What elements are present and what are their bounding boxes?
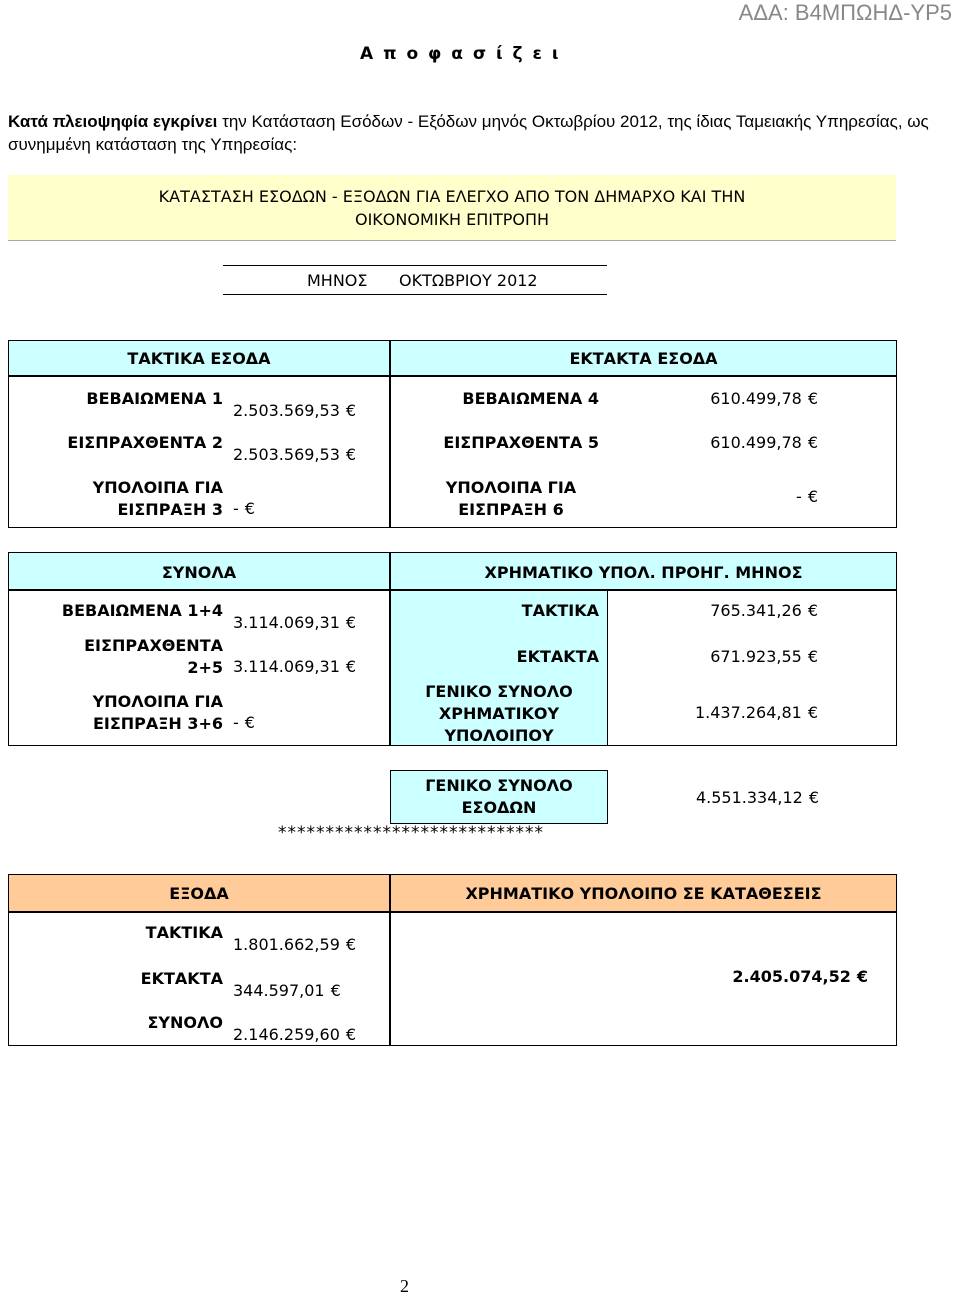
ext-row-2-value: 610.499,78 €	[710, 433, 818, 452]
reg-row-2-value: 2.503.569,53 €	[233, 445, 357, 464]
totals-box	[8, 590, 390, 746]
tot-row-1-value: 3.114.069,31 €	[233, 613, 357, 632]
regular-income-box	[8, 376, 390, 528]
grand-total-label: ΓΕΝΙΚΟ ΣΥΝΟΛΟ ΕΣΟΔΩΝ	[425, 776, 573, 817]
prev-row-3-label: ΓΕΝΙΚΟ ΣΥΝΟΛΟ ΧΡΗΜΑΤΙΚΟΥ ΥΠΟΛΟΙΠΟΥ	[425, 682, 573, 745]
prev-row-1-label: ΤΑΚΤΙΚΑ	[521, 601, 599, 620]
ext-row-1-value: 610.499,78 €	[710, 389, 818, 408]
stars-separator: ****************************	[278, 823, 544, 843]
prev-balance-header	[390, 552, 897, 590]
prev-row-1-value: 765.341,26 €	[710, 601, 818, 620]
prev-row-2-label: ΕΚΤΑΚΤΑ	[516, 647, 599, 666]
extra-income-box	[390, 376, 897, 528]
reg-row-3-label: ΥΠΟΛΟΙΠΑ ΓΙΑ ΕΙΣΠΡΑΞΗ 3	[92, 478, 223, 519]
expenses-box	[8, 912, 390, 1046]
tot-row-1-label: ΒΕΒΑΙΩΜΕΝΑ 1+4	[61, 601, 223, 620]
totals-header-text: ΣΥΝΟΛΑ	[161, 563, 237, 582]
month-value: ΟΚΤΩΒΡΙΟΥ 2012	[399, 271, 538, 290]
ext-row-3-label: ΥΠΟΛΟΙΠΑ ΓΙΑ ΕΙΣΠΡΑΞΗ 6	[445, 478, 577, 519]
deposits-header-text: ΧΡΗΜΑΤΙΚΟ ΥΠΟΛΟΙΠΟ ΣΕ ΚΑΤΑΘΕΣΕΙΣ	[465, 884, 822, 903]
exp-row-1-label: ΤΑΚΤΙΚΑ	[145, 923, 223, 942]
title-line-2: ΟΙΚΟΝΟΜΙΚΗ ΕΠΙΤΡΟΠΗ	[354, 210, 550, 229]
month-row	[223, 265, 607, 295]
ext-row-3-value: - €	[796, 487, 818, 506]
expenses-header	[8, 874, 390, 912]
deposits-header	[390, 874, 897, 912]
intro-rest: την Κατάσταση Εσόδων - Εξόδων μηνός Οκτωβρίου 2012, της ίδιας Ταμειακής Υπηρεσίας, ως συνημμένη κατάσταση της Υπηρεσίας:	[8, 112, 929, 154]
grand-total-label-box	[390, 770, 608, 824]
exp-row-3-value: 2.146.259,60 €	[233, 1025, 357, 1044]
grand-total-value: 4.551.334,12 €	[695, 788, 819, 807]
intro-bold: Κατά πλειοψηφία εγκρίνει	[8, 112, 218, 131]
ext-row-1-label: ΒΕΒΑΙΩΜΕΝΑ 4	[462, 389, 599, 408]
prev-balance-header-text: ΧΡΗΜΑΤΙΚΟ ΥΠΟΛ. ΠΡΟΗΓ. ΜΗΝΟΣ	[484, 563, 803, 582]
regular-income-header-text: ΤΑΚΤΙΚΑ ΕΣΟΔΑ	[127, 349, 271, 368]
exp-row-1-value: 1.801.662,59 €	[233, 935, 357, 954]
page-number: 2	[400, 1276, 409, 1296]
exp-row-2-label: ΕΚΤΑΚΤΑ	[140, 969, 223, 988]
reg-row-3-value: - €	[233, 499, 255, 518]
deposits-value: 2.405.074,52 €	[732, 967, 868, 986]
tot-row-3-value: - €	[233, 713, 255, 732]
extra-income-header	[390, 340, 897, 376]
month-label: ΜΗΝΟΣ	[307, 271, 368, 290]
tot-row-2-value: 3.114.069,31 €	[233, 657, 357, 676]
tot-row-3-label: ΥΠΟΛΟΙΠΑ ΓΙΑ ΕΙΣΠΡΑΞΗ 3+6	[92, 692, 223, 733]
intro-paragraph	[8, 110, 938, 156]
prev-balance-labels	[390, 590, 608, 746]
title-line-1: ΚΑΤΑΣΤΑΣΗ ΕΣΟΔΩΝ - ΕΞΟΔΩΝ ΓΙΑ ΕΛΕΓΧΟ ΑΠΟ ΤΟΝ ΔΗΜΑΡΧΟ ΚΑΙ ΤΗΝ	[158, 187, 746, 206]
prev-balance-values	[608, 590, 897, 746]
tot-row-2-label: ΕΙΣΠΡΑΧΘΕΝΤΑ 2+5	[84, 636, 223, 677]
totals-header	[8, 552, 390, 590]
reg-row-2-label: ΕΙΣΠΡΑΧΘΕΝΤΑ 2	[67, 433, 223, 452]
statement-title	[8, 175, 896, 241]
reg-row-1-value: 2.503.569,53 €	[233, 401, 357, 420]
ext-row-2-label: ΕΙΣΠΡΑΧΘΕΝΤΑ 5	[443, 433, 599, 452]
prev-row-2-value: 671.923,55 €	[710, 647, 818, 666]
exp-row-3-label: ΣΥΝΟΛΟ	[147, 1013, 223, 1032]
deposits-box	[390, 912, 897, 1046]
prev-row-3-value: 1.437.264,81 €	[694, 703, 818, 722]
decision-heading: Α π ο φ α σ ί ζ ε ι	[360, 44, 561, 64]
ada-code: ΑΔΑ: Β4ΜΠΩΗΔ-ΥΡ5	[738, 0, 952, 25]
regular-income-header	[8, 340, 390, 376]
reg-row-1-label: ΒΕΒΑΙΩΜΕΝΑ 1	[86, 389, 223, 408]
exp-row-2-value: 344.597,01 €	[233, 981, 341, 1000]
extra-income-header-text: ΕΚΤΑΚΤΑ ΕΣΟΔΑ	[569, 349, 718, 368]
expenses-header-text: ΕΞΟΔΑ	[169, 884, 229, 903]
